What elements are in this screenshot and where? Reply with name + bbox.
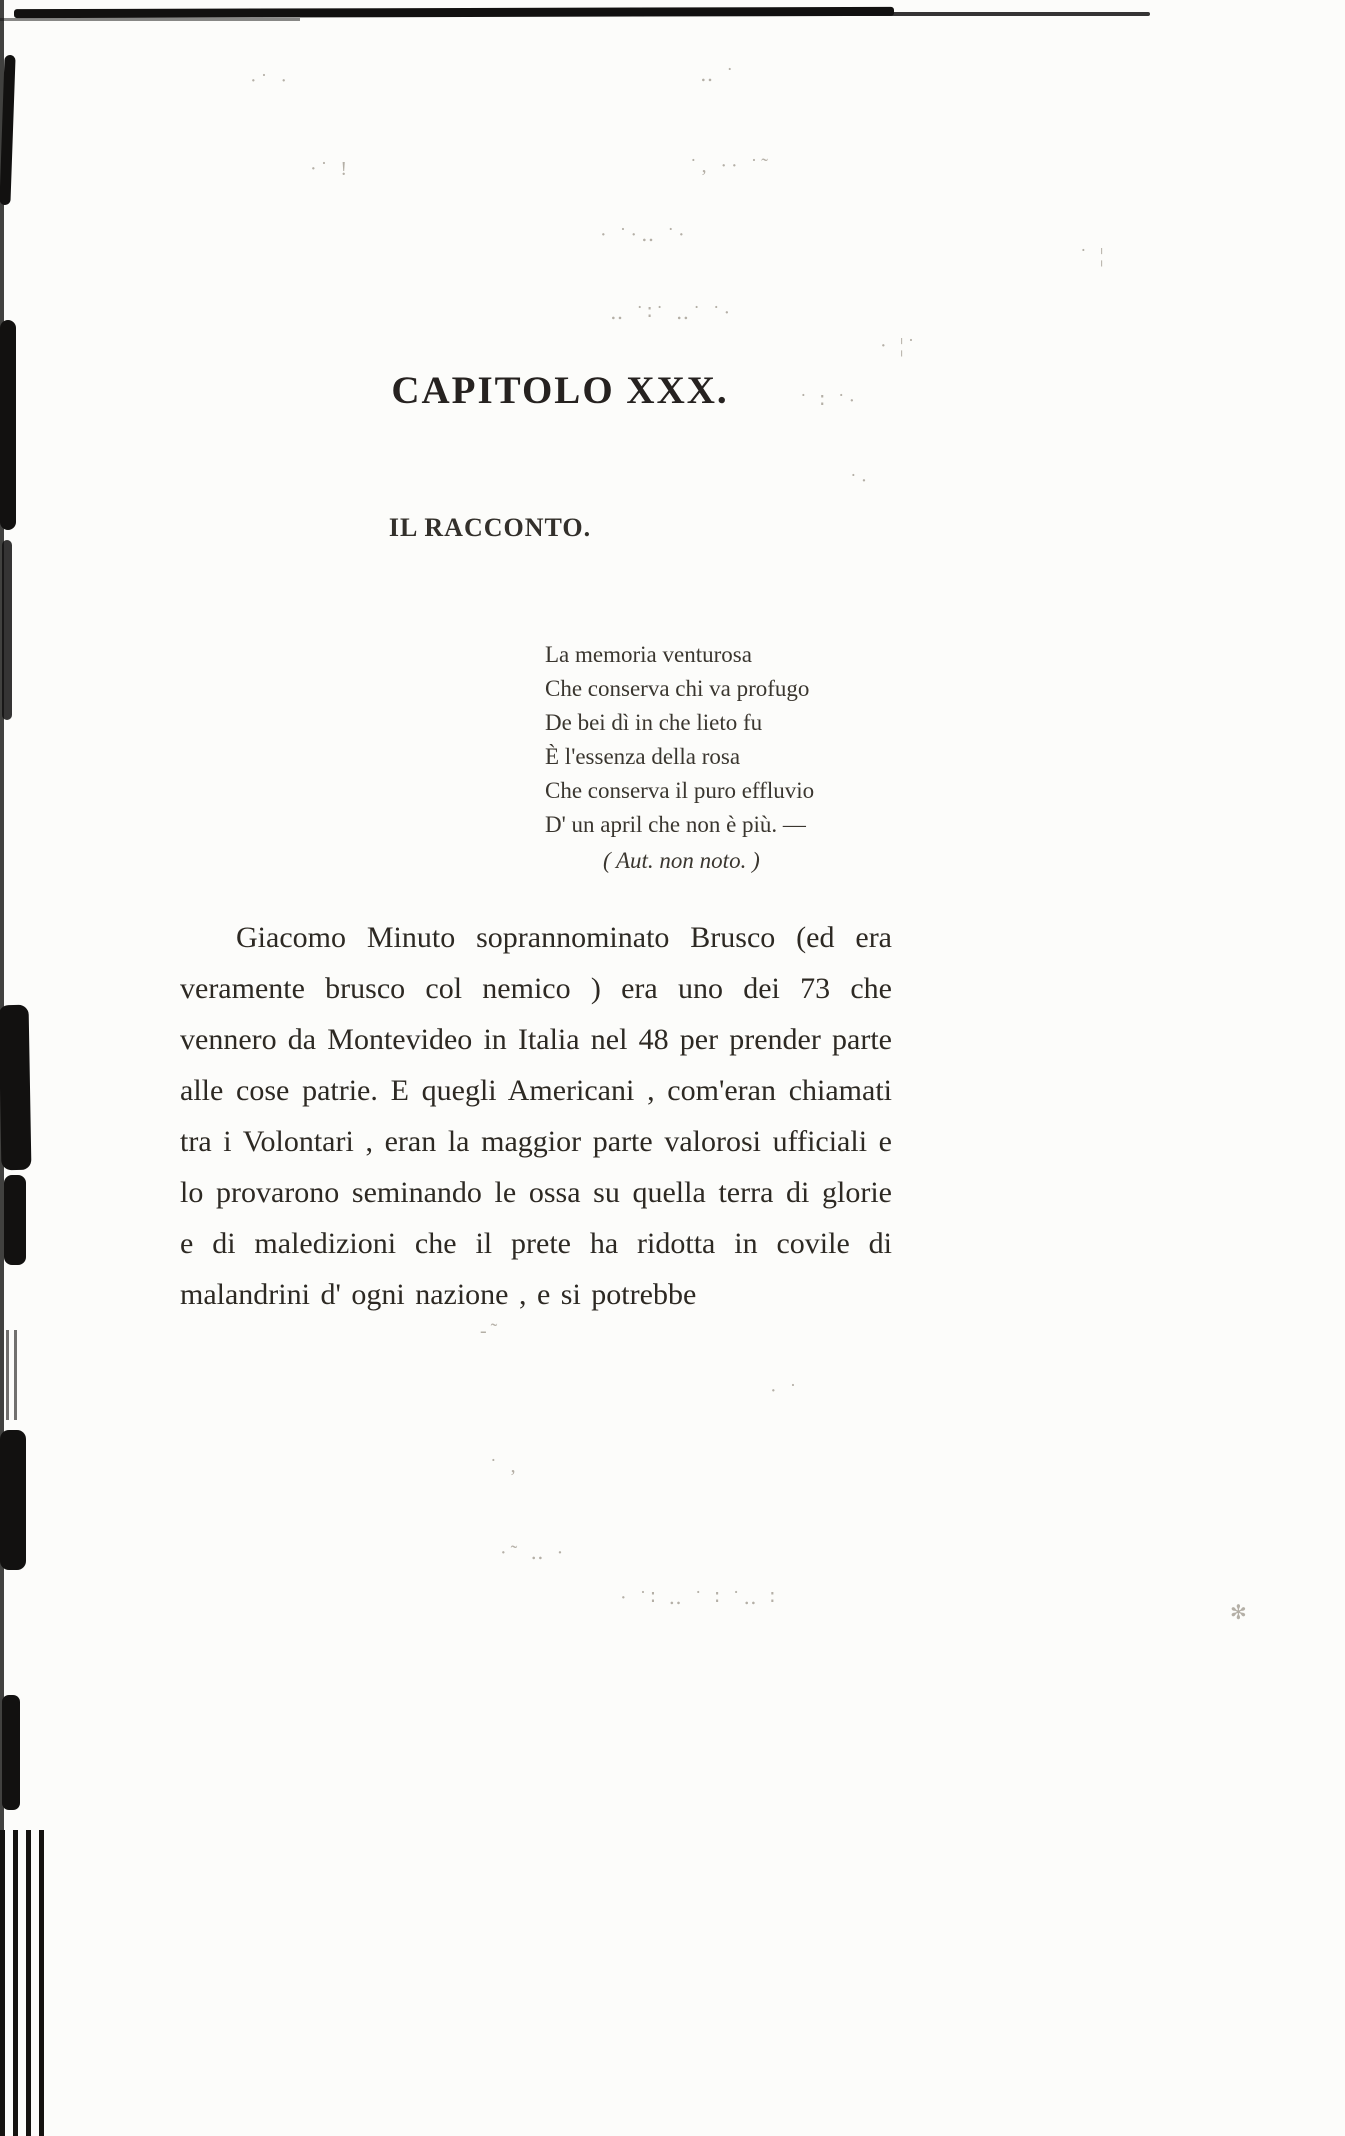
body-paragraph: Giacomo Minuto soprannominato Brusco (ed era veramente brusco col nemico ) era uno dei 73 che vennero da Montevideo in Italia nel 48 per prender parte alle cose patrie. E quegli Americani , com'eran chiamati tra i Volontari , eran la maggior parte valorosi ufficiali e lo provarono seminando le ossa su quella terra di glorie e di maledizioni che il prete ha ridotta in covile di malandrini d' ogni nazione , e si potrebbe bbox=[180, 921, 892, 1311]
scan-artifact-top-line-2 bbox=[560, 12, 1150, 16]
scan-noise-mark: ˙‚ ·· ˙˜ bbox=[690, 155, 772, 177]
epigraph-line: È l'essenza della rosa bbox=[545, 744, 741, 769]
scan-artifact-blob bbox=[0, 1430, 26, 1570]
scan-noise-mark: ˙ ‚ bbox=[490, 1455, 521, 1477]
epigraph-line: Che conserva il puro effluvio bbox=[545, 778, 815, 803]
scan-artifact-blob bbox=[2, 1695, 20, 1810]
scan-artifact-page-edges bbox=[6, 1330, 20, 1420]
scan-noise-mark: ✻ bbox=[1230, 1602, 1251, 1624]
scan-artifact-blob bbox=[0, 1005, 31, 1170]
scan-artifact-blob bbox=[4, 1175, 26, 1265]
scan-noise-mark: ·˜ ‥ · bbox=[500, 1542, 568, 1564]
epigraph-attribution: ( Aut. non noto. ) bbox=[603, 848, 760, 873]
epigraph-line: D' un april che non è più. — bbox=[545, 812, 806, 837]
scan-artifact-top-line-3 bbox=[0, 18, 300, 21]
scan-noise-mark: ‥ ˙ bbox=[700, 64, 737, 86]
scan-noise-mark: · ¦˙ bbox=[880, 335, 919, 357]
scan-noise-mark: · ˙·‥ ˙· bbox=[600, 224, 689, 246]
epigraph-line: La memoria venturosa bbox=[545, 642, 752, 667]
scan-noise-mark: -˜ bbox=[480, 1320, 502, 1342]
scan-noise-mark: · ˙∶ ‥ ˙ ∶ ˙‥ ∶ bbox=[620, 1587, 779, 1609]
epigraph-line: De bei dì in che lieto fu bbox=[545, 710, 763, 735]
scan-noise-mark: ˙· bbox=[850, 470, 872, 492]
chapter-heading: CAPITOLO XXX. bbox=[391, 369, 729, 412]
scan-artifact-page-edges bbox=[0, 1830, 46, 2136]
scan-artifact-blob bbox=[2, 540, 12, 720]
section-heading: IL RACCONTO. bbox=[388, 513, 592, 542]
scan-noise-mark: · ˙ bbox=[770, 1380, 801, 1402]
epigraph-line: Che conserva chi va profugo bbox=[545, 676, 810, 701]
epigraph bbox=[545, 638, 965, 878]
scan-noise-mark: ˙ ¦ bbox=[1080, 245, 1108, 267]
scan-noise-mark: ·˙ · bbox=[250, 70, 291, 92]
scan-artifact-blob bbox=[0, 320, 16, 530]
scan-noise-mark: ·˙ ! bbox=[310, 158, 351, 180]
scan-noise-mark: ˙ ∶ ˙· bbox=[800, 390, 860, 412]
scan-noise-mark: ‥ ˙∶˙ ‥˙ ˙· bbox=[610, 302, 735, 324]
